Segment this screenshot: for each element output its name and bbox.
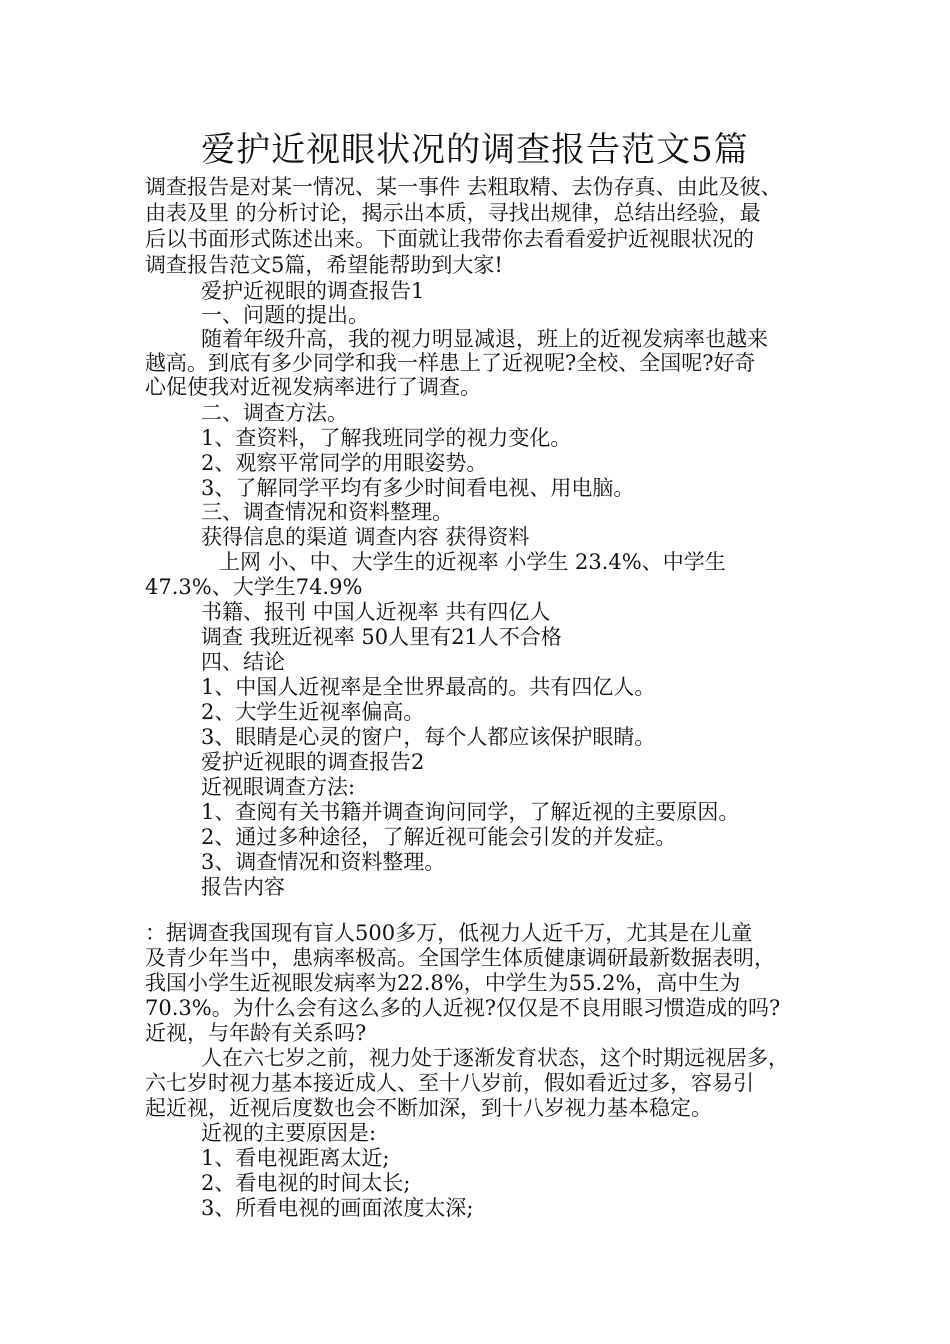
paragraph-line: 人在六七岁之前，视力处于逐渐发育状态，这个时期远视居多， xyxy=(201,1046,789,1070)
paragraph-line: 我国小学生近视眼发病率为22.8%，中学生为55.2%，高中生为 xyxy=(145,971,741,995)
document-title: 爱护近视眼状况的调查报告范文5篇 xyxy=(201,130,749,170)
heading-report-content: 报告内容 xyxy=(201,875,285,899)
table-row-line: 书籍、报刊 中国人近视率 共有四亿人 xyxy=(201,600,551,624)
heading-problem: 一、问题的提出。 xyxy=(201,303,369,327)
heading-conclusion: 四、结论 xyxy=(201,650,285,674)
list-item: 3、所看电视的画面浓度太深; xyxy=(201,1196,474,1220)
intro-line-3: 后以书面形式陈述出来。下面就让我带你去看看爱护近视眼状况的 xyxy=(145,227,754,251)
intro-line-4: 调查报告范文5篇，希望能帮助到大家! xyxy=(145,253,503,277)
paragraph-line: 70.3%。为什么会有这么多的人近视?仅仅是不良用眼习惯造成的吗? xyxy=(145,996,781,1020)
table-row-line: 调查 我班近视率 50人里有21人不合格 xyxy=(201,625,562,649)
paragraph-line: 心促使我对近视发病率进行了调查。 xyxy=(145,375,481,399)
heading-method: 二、调查方法。 xyxy=(201,401,348,425)
paragraph-line: 及青少年当中，患病率极高。全国学生体质健康调研最新数据表明， xyxy=(145,946,775,970)
heading-survey-method: 近视眼调查方法: xyxy=(201,775,356,799)
intro-line-1: 调查报告是对某一情况、某一事件 去粗取精、去伪存真、由此及彼、 xyxy=(145,175,782,199)
list-item: 2、大学生近视率偏高。 xyxy=(201,700,425,724)
list-item: 1、中国人近视率是全世界最高的。共有四亿人。 xyxy=(201,675,656,699)
list-item: 1、查阅有关书籍并调查询问同学，了解近视的主要原因。 xyxy=(201,800,740,824)
section-heading-report-2: 爱护近视眼的调查报告2 xyxy=(201,750,425,774)
paragraph-line: 六七岁时视力基本接近成人、至十八岁前，假如看近过多，容易引 xyxy=(145,1071,754,1095)
list-item: 2、观察平常同学的用眼姿势。 xyxy=(201,451,488,475)
section-heading-report-1: 爱护近视眼的调查报告1 xyxy=(201,279,425,303)
table-row-line: 47.3%、大学生74.9% xyxy=(145,575,363,599)
paragraph-line: 起近视，近视后度数也会不断加深，到十八岁视力基本稳定。 xyxy=(145,1096,712,1120)
list-item: 1、看电视距离太近; xyxy=(201,1146,390,1170)
paragraph-line: 近视，与年龄有关系吗? xyxy=(145,1021,367,1045)
paragraph-line: 随着年级升高，我的视力明显减退，班上的近视发病率也越来 xyxy=(201,327,768,351)
list-item: 2、看电视的时间太长; xyxy=(201,1171,411,1195)
list-item: 1、查资料，了解我班同学的视力变化。 xyxy=(201,426,572,450)
intro-line-2: 由表及里 的分析讨论，揭示出本质，寻找出规律，总结出经验，最 xyxy=(145,201,761,225)
list-item: 3、调查情况和资料整理。 xyxy=(201,850,446,874)
table-row-line: 上网 小、中、大学生的近视率 小学生 23.4%、中学生 xyxy=(219,550,726,574)
heading-data: 三、调查情况和资料整理。 xyxy=(201,500,453,524)
table-header-line: 获得信息的渠道 调查内容 获得资料 xyxy=(201,525,530,549)
list-item: 3、眼睛是心灵的窗户，每个人都应该保护眼睛。 xyxy=(201,725,656,749)
paragraph-line: 越高。到底有多少同学和我一样患上了近视呢?全校、全国呢?好奇 xyxy=(145,351,756,375)
list-item: 3、了解同学平均有多少时间看电视、用电脑。 xyxy=(201,476,635,500)
heading-main-causes: 近视的主要原因是: xyxy=(201,1121,377,1145)
list-item: 2、通过多种途径，了解近视可能会引发的并发症。 xyxy=(201,825,677,849)
paragraph-line: ：据调查我国现有盲人500多万，低视力人近千万，尤其是在儿童 xyxy=(145,921,753,945)
